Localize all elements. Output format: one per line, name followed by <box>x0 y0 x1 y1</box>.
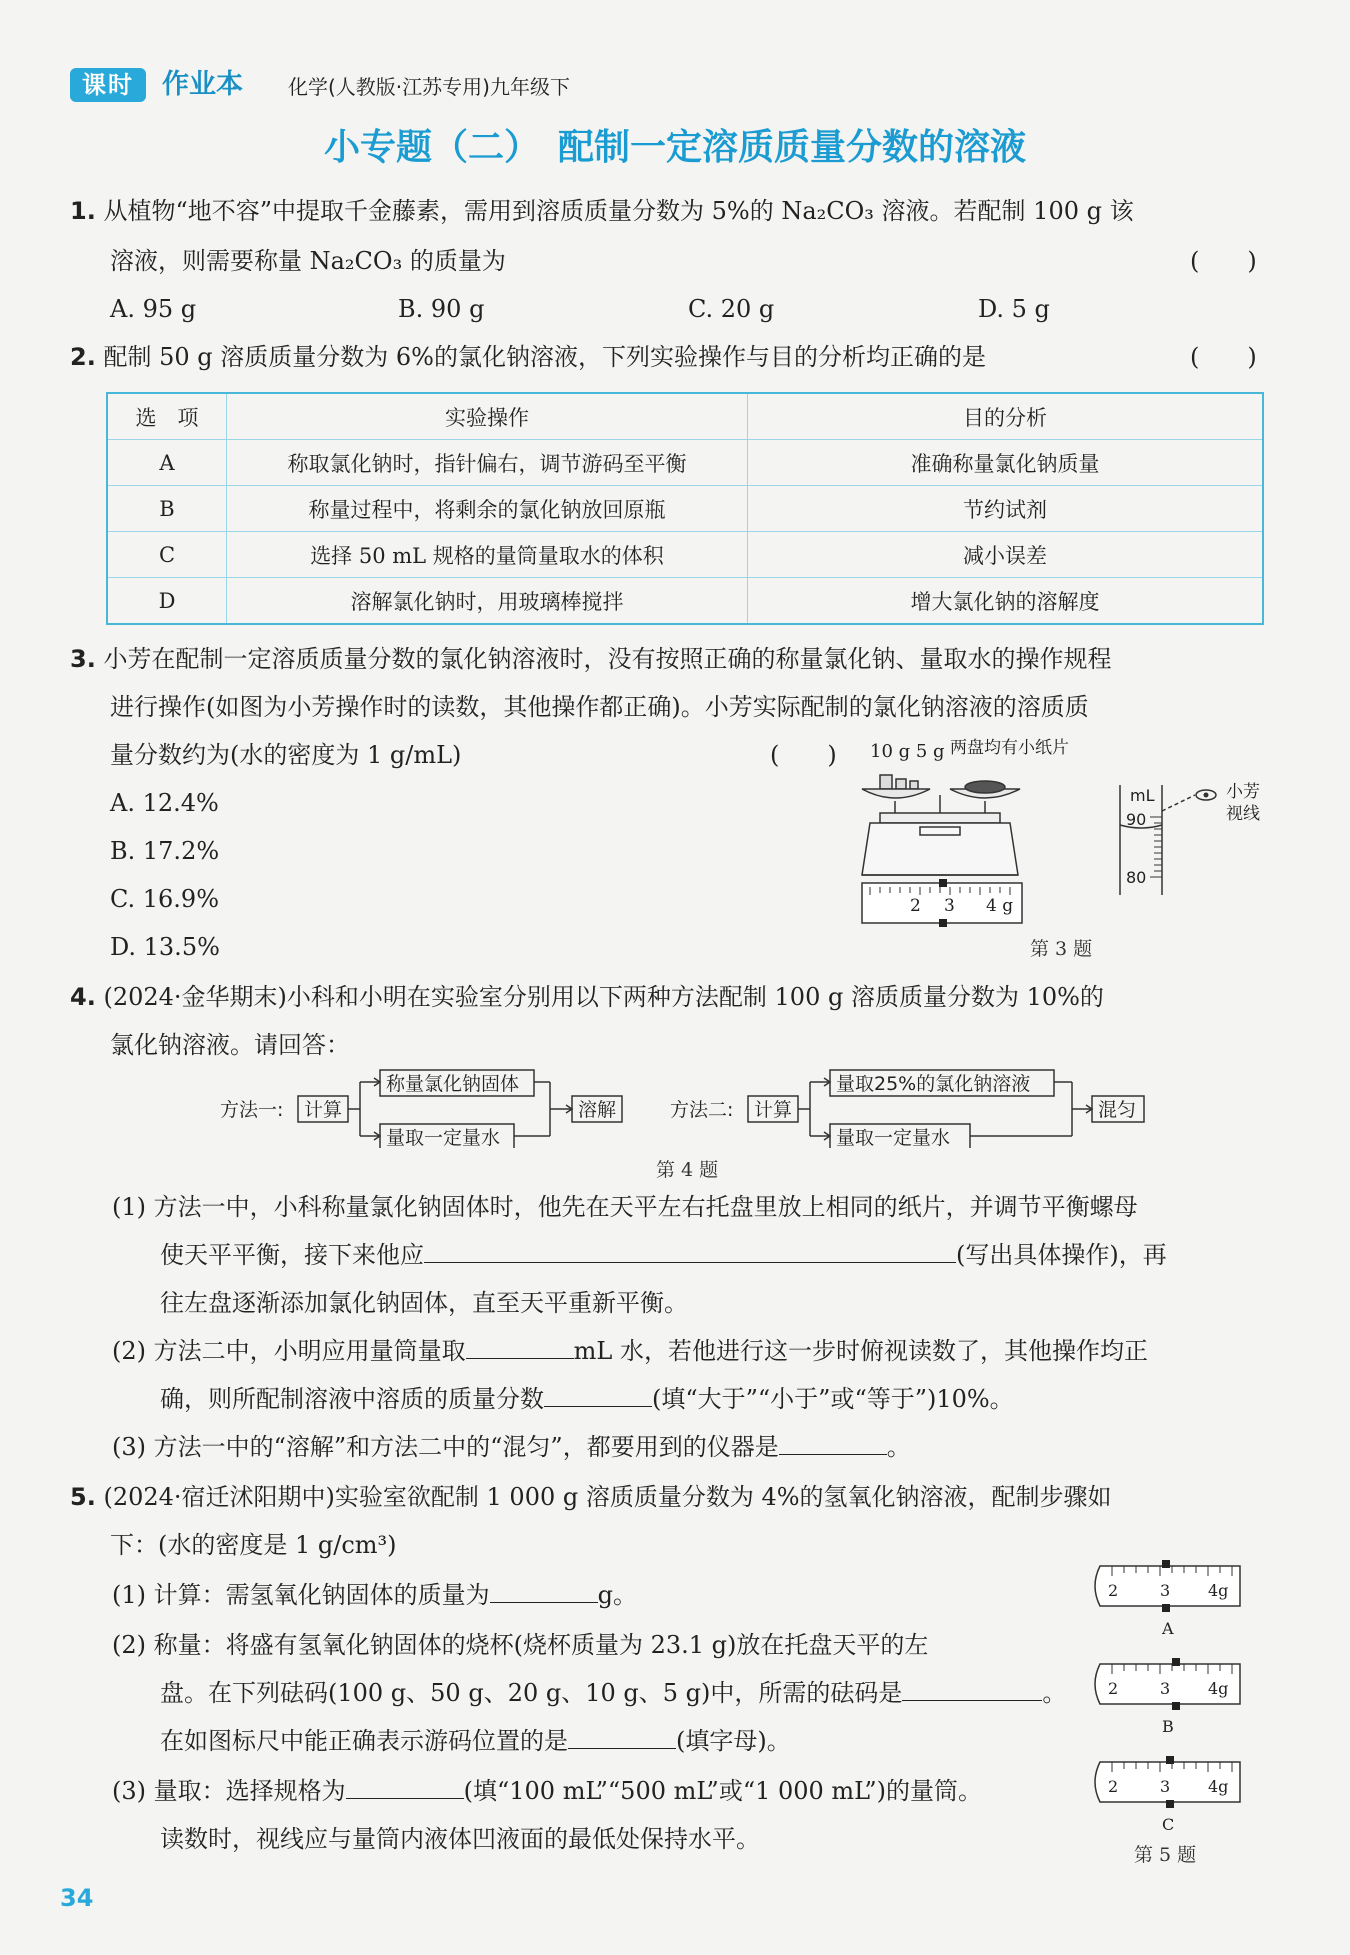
method1-dissolve: 溶解 <box>578 1099 617 1121</box>
table-cell: 称量过程中，将剩余的氯化钠放回原瓶 <box>227 486 748 532</box>
q4-p2-text: (2) 方法二中，小明应用量筒量取 <box>112 1337 466 1365</box>
q1-text-1: 从植物“地不容”中提取千金藤素，需用到溶质质量分数为 5%的 Na₂CO₃ 溶液。若配制 100 g 该 <box>103 197 1134 225</box>
q5-figure <box>1090 1558 1250 1868</box>
cylinder-tick: 90 <box>1126 810 1147 829</box>
q3-figure-caption: 第 3 题 <box>1030 938 1093 960</box>
q4-p3-text: (3) 方法一中的“溶解”和方法二中的“混匀”，都要用到的仪器是 <box>112 1433 779 1461</box>
ruler-tick: 2 <box>1108 1581 1119 1600</box>
q5-number: 5. <box>70 1483 96 1511</box>
cylinder-unit: mL <box>1130 786 1155 805</box>
q5-p3-answer-blank[interactable] <box>346 1776 464 1799</box>
q1-option-c: C. 20 g <box>688 295 775 323</box>
table-header-row <box>107 393 1263 440</box>
table-cell: 溶解氯化钠时，用玻璃棒搅拌 <box>227 578 748 625</box>
method1-measure: 量取一定量水 <box>386 1127 501 1148</box>
table-cell: B <box>107 486 227 532</box>
q5-p2-answer-blank-1[interactable] <box>902 1678 1042 1701</box>
table-cell: 减小误差 <box>748 532 1264 578</box>
q5-p2-text-3: 在如图标尺中能正确表示游码位置的是 <box>160 1727 568 1755</box>
q3-text-1: 小芳在配制一定溶质质量分数的氯化钠溶液时，没有按照正确的称量氯化钠、量取水的操作规程 <box>103 645 1112 673</box>
ruler-tick: 2 <box>1108 1679 1119 1698</box>
q5-p2-text-end: 。 <box>1042 1679 1067 1707</box>
q4-p2-line1 <box>112 1336 1148 1366</box>
q2-options-table <box>106 392 1264 625</box>
ruler-tick: 4g <box>1208 1581 1229 1600</box>
method2-measure-solution: 量取25%的氯化钠溶液 <box>836 1073 1031 1095</box>
ruler-tick: 4g <box>1208 1679 1229 1698</box>
q5-figure-caption: 第 5 题 <box>1134 1844 1197 1866</box>
q5-p3-line2: 读数时，视线应与量筒内液体凹液面的最低处保持水平。 <box>160 1825 760 1853</box>
method1-calc: 计算 <box>304 1099 343 1121</box>
q5-line1 <box>70 1482 1112 1512</box>
q4-p1-answer-blank[interactable] <box>424 1240 956 1263</box>
method1-weigh: 称量氯化钠固体 <box>386 1073 520 1095</box>
table-header-cell: 选 项 <box>107 393 227 440</box>
q4-p2-answer-blank-1[interactable] <box>466 1336 574 1359</box>
method2-calc: 计算 <box>754 1099 793 1121</box>
scale-tick: 2 <box>910 896 921 916</box>
q4-text-1: (2024·金华期末)小科和小明在实验室分别用以下两种方法配制 100 g 溶质质量分数为 10%的 <box>103 983 1104 1011</box>
q3-option-c: C. 16.9% <box>110 885 220 913</box>
weights-label: 10 g 5 g <box>870 741 945 762</box>
method2-label: 方法二: <box>670 1099 734 1121</box>
q2-answer-paren: ( ) <box>1190 343 1257 371</box>
q4-p1-text: 使天平平衡，接下来他应 <box>160 1241 424 1269</box>
q1-line1 <box>70 196 1134 226</box>
q2-text: 配制 50 g 溶质质量分数为 6%的氯化钠溶液，下列实验操作与目的分析均正确的是 <box>103 343 986 371</box>
ruler-tick: 2 <box>1108 1777 1119 1796</box>
q4-p2-text-mid: mL 水，若他进行这一步时俯视读数了，其他操作均正 <box>573 1337 1148 1365</box>
q3-option-d: D. 13.5% <box>110 933 220 961</box>
table-row <box>107 440 1263 486</box>
slider-scale <box>862 879 1022 927</box>
table-cell: 选择 50 mL 规格的量筒量取水的体积 <box>227 532 748 578</box>
q5-text-1: (2024·宿迁沭阳期中)实验室欲配制 1 000 g 溶质质量分数为 4%的氢氧化钠溶液，配制步骤如 <box>103 1483 1112 1511</box>
q3-number: 3. <box>70 645 96 673</box>
q4-line1 <box>70 982 1104 1012</box>
q4-p3-text-end: 。 <box>886 1433 911 1461</box>
table-row <box>107 486 1263 532</box>
q5-p3-line1 <box>112 1776 982 1806</box>
q4-line2: 氯化钠溶液。请回答： <box>110 1031 350 1059</box>
q4-p2-line2 <box>160 1384 1014 1414</box>
ruler-c <box>1095 1756 1240 1834</box>
ruler-letter: B <box>1162 1717 1174 1736</box>
scale-tick: 4 g <box>986 896 1014 916</box>
q3-line1 <box>70 644 1111 674</box>
q4-p2-text-end: (填“大于”“小于”或“等于”)10%。 <box>652 1385 1014 1413</box>
logo-badge <box>70 68 146 102</box>
sight-label-1: 小芳 <box>1226 782 1260 802</box>
q5-p2-line1: (2) 称量：将盛有氢氧化钠固体的烧杯(烧杯质量为 23.1 g)放在托盘天平的左 <box>112 1631 929 1659</box>
ruler-tick: 3 <box>1160 1679 1171 1698</box>
header <box>70 66 770 106</box>
q4-figure-caption: 第 4 题 <box>656 1159 719 1181</box>
page-title: 小专题（二） 配制一定溶质质量分数的溶液 <box>323 126 1026 168</box>
cylinder-tick: 80 <box>1126 868 1147 887</box>
ruler-b <box>1095 1658 1240 1736</box>
table-header-cell: 实验操作 <box>227 393 748 440</box>
q5-p2-line2 <box>160 1678 1066 1708</box>
q5-p1-text-end: g。 <box>597 1581 637 1609</box>
table-cell: D <box>107 578 227 625</box>
pan-note: 两盘均有小纸片 <box>950 738 1069 758</box>
q5-p1-text: (1) 计算：需氢氧化钠固体的质量为 <box>112 1581 490 1609</box>
q5-p1-answer-blank[interactable] <box>490 1580 598 1603</box>
q3-answer-paren: ( ) <box>770 741 837 769</box>
table-cell: 称取氯化钠时，指针偏右，调节游码至平衡 <box>227 440 748 486</box>
method1-label: 方法一: <box>220 1099 284 1121</box>
q4-p2-answer-blank-2[interactable] <box>544 1384 652 1407</box>
sight-label-2: 视线 <box>1226 804 1260 824</box>
ruler-tick: 3 <box>1160 1581 1171 1600</box>
table-cell: 准确称量氯化钠质量 <box>748 440 1264 486</box>
ruler-a <box>1095 1560 1240 1638</box>
q4-p1-line1: (1) 方法一中，小科称量氯化钠固体时，他先在天平左右托盘里放上相同的纸片，并调节平衡螺母 <box>112 1193 1138 1221</box>
q1-number: 1. <box>70 197 96 225</box>
q5-p2-answer-blank-2[interactable] <box>568 1726 676 1749</box>
q5-p1 <box>112 1580 637 1610</box>
q3-line3: 量分数约为(水的密度为 1 g/mL) <box>110 741 462 769</box>
balance-icon <box>862 775 1020 875</box>
q5-p3-text: (3) 量取：选择规格为 <box>112 1777 346 1805</box>
ruler-letter: A <box>1162 1619 1174 1638</box>
ruler-tick: 3 <box>1160 1777 1171 1796</box>
q5-p2-line3 <box>160 1726 791 1756</box>
brand-name: 作业本 <box>162 69 243 100</box>
page-number: 34 <box>60 1884 94 1912</box>
table-cell: 节约试剂 <box>748 486 1264 532</box>
table-row <box>107 532 1263 578</box>
q3-figure <box>850 735 1280 935</box>
q1-option-b: B. 90 g <box>398 295 485 323</box>
ruler-letter: C <box>1162 1815 1175 1834</box>
logo-text: 课时 <box>82 71 134 99</box>
q5-p3-text-end: (填“100 mL”“500 mL”或“1 000 mL”)的量筒。 <box>463 1777 983 1805</box>
q1-option-d: D. 5 g <box>978 295 1050 323</box>
q1-line2: 溶液，则需要称量 Na₂CO₃ 的质量为 <box>110 247 506 275</box>
q3-option-a: A. 12.4% <box>110 789 219 817</box>
table-cell: 增大氯化钠的溶解度 <box>748 578 1264 625</box>
q4-p2-text-2: 确，则所配制溶液中溶质的质量分数 <box>160 1385 544 1413</box>
q4-flowchart <box>210 1068 1190 1148</box>
q5-p2-text-3-end: (填字母)。 <box>676 1727 791 1755</box>
q4-p1-line3: 往左盘逐渐添加氯化钠固体，直至天平重新平衡。 <box>160 1289 688 1317</box>
eye-icon <box>1196 790 1216 800</box>
subject-label: 化学(人教版·江苏专用)九年级下 <box>288 75 570 99</box>
q1-answer-paren: ( ) <box>1190 247 1257 275</box>
ruler-tick: 4g <box>1208 1777 1229 1796</box>
q4-p1-line2 <box>160 1240 1167 1270</box>
table-row <box>107 578 1263 625</box>
q3-option-b: B. 17.2% <box>110 837 220 865</box>
table-header-cell: 目的分析 <box>748 393 1264 440</box>
table-cell: C <box>107 532 227 578</box>
q3-line2: 进行操作(如图为小芳操作时的读数，其他操作都正确)。小芳实际配制的氯化钠溶液的溶质质 <box>110 693 1089 721</box>
q4-p1-text-end: (写出具体操作)，再 <box>956 1241 1167 1269</box>
q2-number: 2. <box>70 343 96 371</box>
table-cell: A <box>107 440 227 486</box>
q4-p3 <box>112 1432 911 1462</box>
q5-p2-text: 盘。在下列砝码(100 g、50 g、20 g、10 g、5 g)中，所需的砝码是 <box>160 1679 903 1707</box>
q2-line1 <box>70 342 986 372</box>
method2-measure-water: 量取一定量水 <box>836 1127 951 1148</box>
q4-p3-answer-blank[interactable] <box>779 1432 887 1455</box>
scale-tick: 3 <box>944 896 955 916</box>
q5-line2: 下：(水的密度是 1 g/cm³) <box>110 1531 397 1559</box>
q1-option-a: A. 95 g <box>110 295 197 323</box>
q4-number: 4. <box>70 983 96 1011</box>
method2-mix: 混匀 <box>1098 1099 1137 1121</box>
